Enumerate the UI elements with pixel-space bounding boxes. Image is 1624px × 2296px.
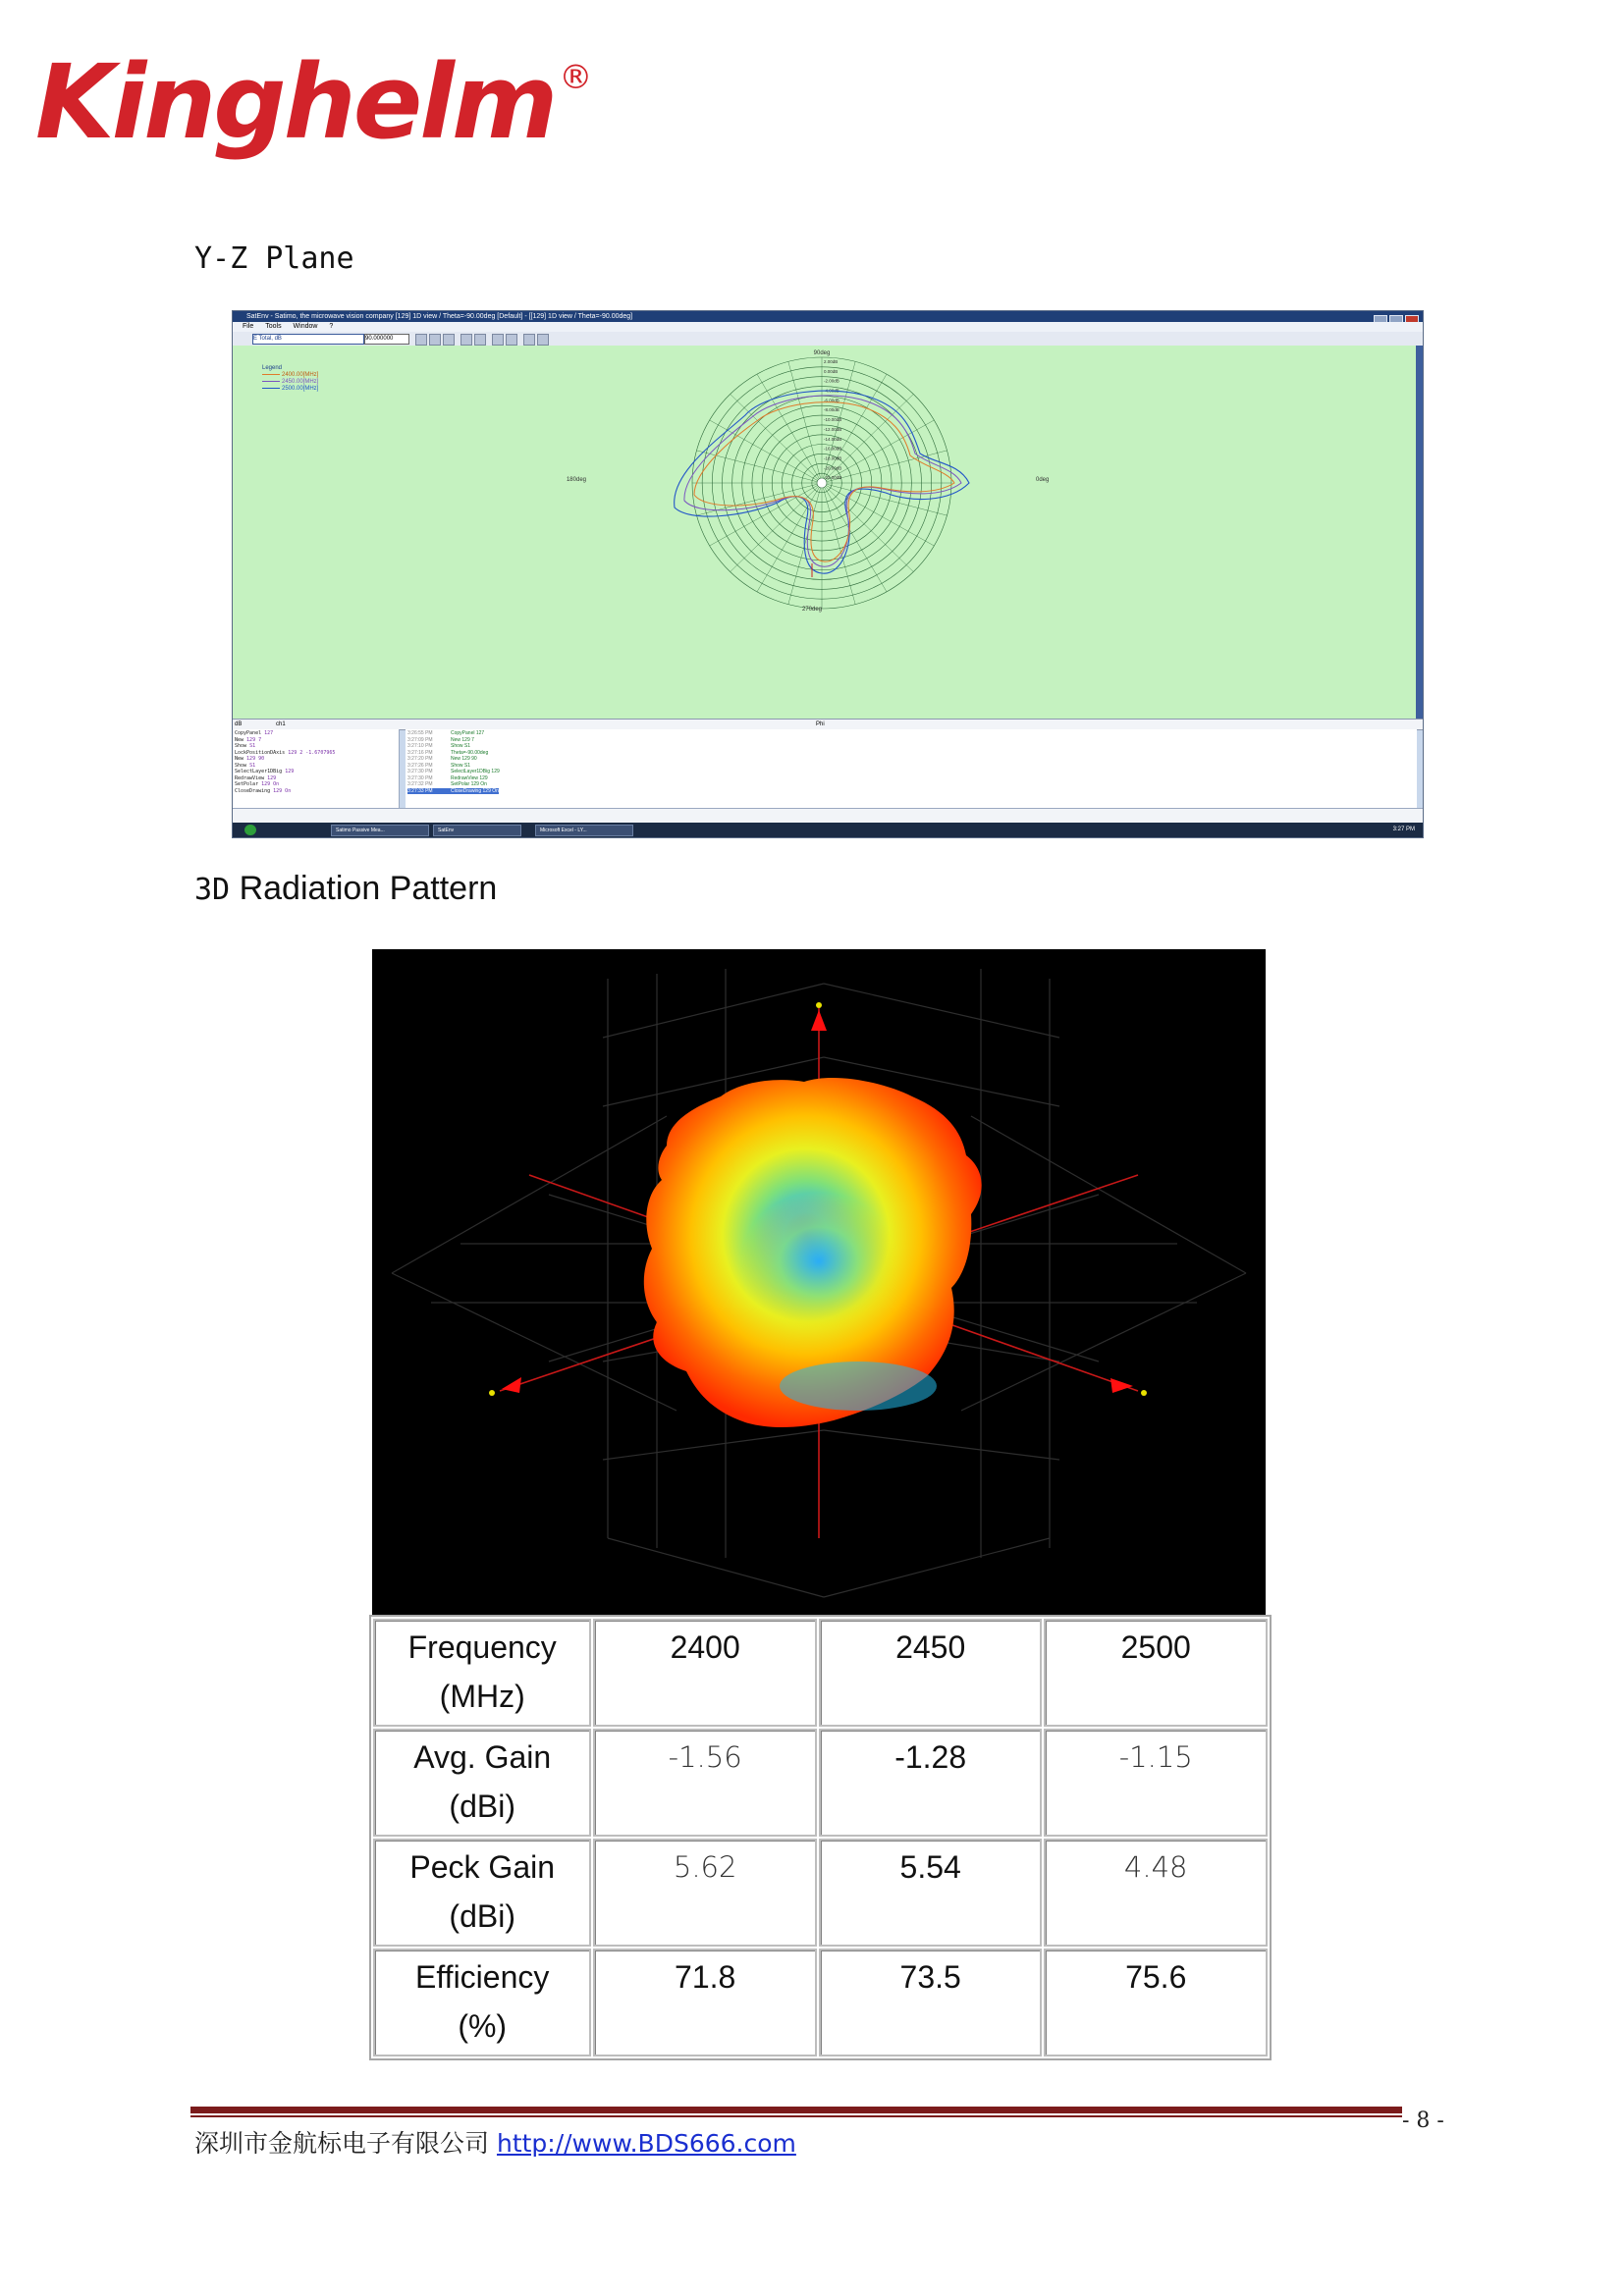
radiation-pattern-heading: [194, 870, 497, 908]
heading-prefix: 3D: [194, 873, 231, 907]
table-cell: 5.62: [593, 1839, 817, 1947]
table-cell: 2400: [593, 1619, 817, 1727]
history-row[interactable]: 3:27:09 PM New 129 7: [407, 736, 474, 743]
brand-logo: [35, 42, 590, 162]
menu-tools[interactable]: Tools: [265, 323, 282, 330]
menu-bar: [233, 322, 1423, 332]
ring-label: -22.00dB: [824, 475, 842, 481]
menu-window[interactable]: Window: [293, 323, 318, 330]
row-header-efficiency: [373, 1949, 591, 2056]
heading-text: Radiation Pattern: [239, 870, 498, 907]
ring-label: -20.00dB: [824, 465, 842, 471]
ring-label: -4.00dB: [824, 388, 839, 394]
polar-spoke: [822, 483, 934, 546]
os-taskbar: [233, 823, 1423, 837]
angle-label-right: 0deg: [1036, 477, 1050, 483]
history-row[interactable]: 3:27:32 PM SetPolar 129 On: [407, 781, 487, 787]
history-row[interactable]: 3:27:30 PM SelectLayer1DBig 129: [407, 769, 500, 774]
history-row[interactable]: 3:26:55 PM CopyPanel 127: [407, 730, 485, 736]
header-label: Efficiency: [415, 1959, 550, 1995]
ring-label: 0.00dB: [824, 368, 839, 374]
table-cell: 71.8: [593, 1949, 817, 2056]
3d-radiation-pattern-image: [372, 949, 1266, 1615]
history-row[interactable]: 3:27:10 PM Show S1: [407, 743, 471, 749]
angle-label-left: 180deg: [566, 477, 586, 483]
polar-spoke: [731, 394, 822, 483]
ring-label: -12.00dB: [824, 426, 842, 432]
3d-pattern-graphic: [372, 949, 1266, 1615]
page-number: - 8 -: [1402, 2109, 1444, 2133]
legend-title: Legend: [262, 365, 283, 371]
table-row: [373, 1949, 1268, 2056]
table-row: [373, 1729, 1268, 1837]
console-line: Show S1: [235, 762, 256, 769]
table-row: [373, 1839, 1268, 1947]
toolbar-button[interactable]: [492, 334, 504, 346]
window-titlebar: [233, 311, 1423, 322]
trademark-symbol: ®: [559, 58, 590, 97]
ring-label: -8.00dB: [824, 407, 839, 413]
footer: [194, 2124, 796, 2160]
field-selector[interactable]: E Total, dB: [252, 334, 364, 345]
history-row-selected[interactable]: 3:27:33 PM CloseDrawing 129 On: [407, 787, 499, 794]
polar-plot-area: [233, 346, 1418, 719]
row-header-avg-gain: [373, 1729, 591, 1837]
table-cell: 73.5: [819, 1949, 1043, 2056]
window-title: SatEnv - Satimo, the microwave vision company [129] 1D view / Theta=-90.00deg [Default] - [[129] 1D view / Theta=-90.00deg]: [246, 313, 633, 320]
pattern-null: [740, 1193, 897, 1330]
console-line: LockPositionDAxis 129 2 -1.6707965: [235, 749, 336, 756]
polar-spoke: [822, 483, 887, 592]
toolbar-button[interactable]: [523, 334, 535, 346]
console-line: CopyPanel 127: [235, 730, 274, 736]
status-channel: ch1: [276, 721, 286, 727]
toolbar-button[interactable]: [429, 334, 441, 346]
polar-grid: [692, 357, 951, 609]
table-cell: 5.54: [819, 1839, 1043, 1947]
header-label: Peck Gain: [409, 1849, 556, 1885]
polar-spoke: [788, 361, 822, 483]
table-cell: -1.15: [1044, 1729, 1268, 1837]
history-row[interactable]: 3:27:30 PM RedrawView 129: [407, 774, 488, 781]
console-line: SetPolar 129 On: [235, 781, 280, 787]
console-line: New 129 90: [235, 756, 265, 762]
toolbar-button[interactable]: [443, 334, 455, 346]
header-unit: (dBi): [449, 1898, 515, 1934]
taskbar-item[interactable]: SatEnv: [433, 825, 521, 836]
table-row: [373, 1619, 1268, 1727]
table-cell: -1.28: [819, 1729, 1043, 1837]
start-button-icon[interactable]: [244, 825, 256, 835]
console-line: CloseDrawing 129 On: [235, 787, 292, 794]
toolbar-button[interactable]: [460, 334, 472, 346]
console-line: RedrawView 129: [235, 774, 277, 781]
command-console[interactable]: [233, 729, 400, 808]
angle-label-top: 90deg: [813, 350, 831, 356]
pattern-lower-lobe: [780, 1362, 937, 1411]
footer-rule: [190, 2107, 1402, 2113]
menu-file[interactable]: File: [243, 323, 254, 330]
console-line: New 129 7: [235, 736, 262, 743]
header-unit: (MHz): [439, 1679, 525, 1714]
history-row[interactable]: 3:27:20 PM New 129 90: [407, 756, 477, 762]
polar-chart: [233, 346, 1418, 719]
header-label: Avg. Gain: [413, 1739, 552, 1775]
legend-label: 2400.00[MHz]: [282, 372, 319, 378]
legend-label: 2450.00[MHz]: [282, 379, 319, 385]
taskbar-item[interactable]: Microsoft Excel - LY...: [535, 825, 633, 836]
polar-spoke: [757, 374, 822, 483]
polar-spoke: [710, 420, 822, 483]
table-cell: 4.48: [1044, 1839, 1268, 1947]
angle-input[interactable]: 90.000000: [364, 334, 409, 345]
ring-label: 2.00dB: [824, 359, 839, 364]
header-label: Frequency: [407, 1629, 557, 1665]
ring-label: -18.00dB: [824, 455, 842, 461]
ring-label: -2.00dB: [824, 378, 839, 384]
ring-label: -6.00dB: [824, 398, 839, 403]
header-unit: (dBi): [449, 1789, 515, 1824]
brand-name: Kinghelm: [35, 42, 556, 162]
console-line: Show S1: [235, 743, 256, 749]
angle-label-bottom: 270deg: [801, 607, 823, 613]
toolbar-button[interactable]: [474, 334, 486, 346]
footer-rule-thin: [190, 2115, 1402, 2117]
toolbar-button[interactable]: [537, 334, 549, 346]
company-name: 深圳市金航标电子有限公司: [194, 2129, 490, 2158]
toolbar: [233, 332, 1423, 347]
toolbar-button[interactable]: [506, 334, 517, 346]
ring-label: -14.00dB: [824, 436, 842, 442]
header-unit: (%): [458, 2008, 508, 2044]
table-cell: 75.6: [1044, 1949, 1268, 2056]
row-header-peak-gain: [373, 1839, 591, 1947]
row-header-frequency: [373, 1619, 591, 1727]
table-cell: -1.56: [593, 1729, 817, 1837]
history-row[interactable]: 3:27:16 PM Theta=-90.00deg: [407, 749, 489, 756]
status-axis: Phi: [816, 721, 825, 727]
taskbar-clock: 3:27 PM: [1392, 827, 1415, 832]
legend-label: 2500.00[MHz]: [282, 386, 319, 392]
status-unit: dB: [235, 721, 243, 727]
ring-label: -10.00dB: [824, 417, 842, 423]
polar-spoke: [822, 483, 913, 572]
taskbar-item[interactable]: Satimo Passive Mea...: [331, 825, 429, 836]
yz-plane-heading: Y-Z Plane: [194, 241, 354, 276]
polar-plot-screenshot: [232, 310, 1424, 838]
console-line: SelectLayer1DBig 129: [235, 769, 295, 774]
table-cell: 2450: [819, 1619, 1043, 1727]
toolbar-button[interactable]: [415, 334, 427, 346]
menu-help[interactable]: ?: [329, 323, 334, 330]
polar-spoke: [822, 483, 855, 605]
command-history[interactable]: [406, 729, 1417, 808]
history-row[interactable]: 3:27:26 PM Show S1: [407, 762, 471, 769]
polar-spoke: [731, 483, 822, 572]
ring-label: -16.00dB: [824, 446, 842, 452]
polar-spoke: [696, 451, 822, 483]
vertical-scrollbar[interactable]: [1416, 346, 1423, 719]
company-website-link[interactable]: http://www.BDS666.com: [496, 2129, 796, 2158]
antenna-performance-table: [369, 1615, 1272, 2060]
table-cell: 2500: [1044, 1619, 1268, 1727]
